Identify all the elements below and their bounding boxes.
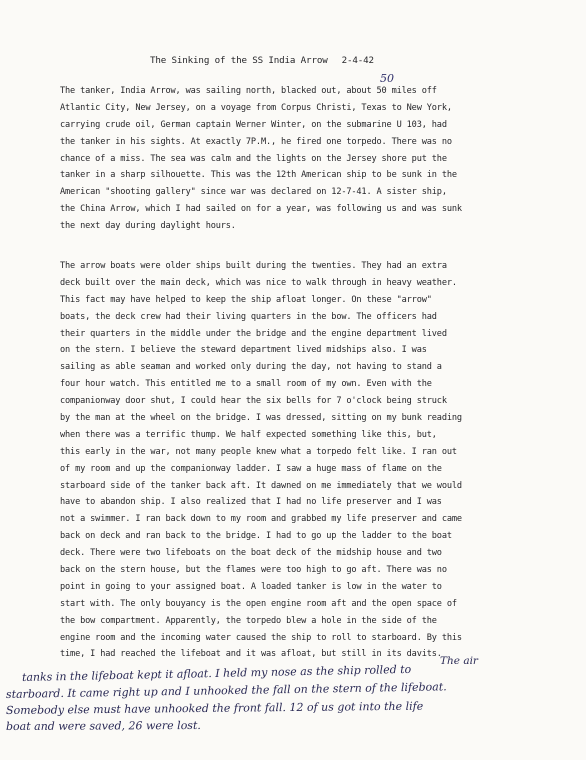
text-line: chance of a miss. The sea was calm and the lights on the Jersey shore put the bbox=[60, 153, 447, 164]
handwritten-line: Somebody else must have unhooked the front fall. 12 of us got into the life bbox=[5, 699, 424, 717]
text-line: carrying crude oil, German captain Werner Winter, on the submarine U 103, had bbox=[60, 119, 447, 130]
text-line: sailing as able seaman and worked only during the day, not having to stand a bbox=[60, 362, 442, 373]
handwritten-line: starboard. It came right up and I unhooked the fall on the stern of the lifeboat. bbox=[5, 680, 447, 701]
text-line: deck. There were two lifeboats on the boat deck of the midship house and two bbox=[60, 548, 442, 559]
paragraph-2 bbox=[60, 258, 540, 663]
text-line: starboard side of the tanker back aft. It dawned on me immediately that we would bbox=[60, 480, 462, 491]
text-line: deck built over the main deck, which was nice to walk through in heavy weather. bbox=[60, 277, 457, 288]
handwritten-correction-50: 50 bbox=[380, 72, 394, 85]
text-line: the next day during daylight hours. bbox=[60, 221, 236, 232]
text-line: American "shooting gallery" since war was declared on 12-7-41. A sister ship, bbox=[60, 187, 447, 198]
handwritten-line: The air bbox=[440, 655, 478, 667]
text-line: Atlantic City, New Jersey, on a voyage from Corpus Christi, Texas to New York, bbox=[60, 102, 452, 113]
document-title-line bbox=[150, 55, 374, 66]
text-line: by the man at the wheel on the bridge. I was dressed, sitting on my bunk reading bbox=[60, 413, 462, 424]
text-line: tanker in a sharp silhouette. This was the 12th American ship to be sunk in the bbox=[60, 170, 457, 181]
text-line: the tanker in his sights. At exactly 7P.M., he fired one torpedo. There was no bbox=[60, 136, 452, 147]
text-line: their quarters in the middle under the bridge and the engine department lived bbox=[60, 328, 447, 339]
text-line: this early in the war, not many people knew what a torpedo felt like. I ran out bbox=[60, 446, 457, 457]
handwritten-line: tanks in the lifeboat kept it afloat. I held my nose as the ship rolled to bbox=[21, 662, 412, 684]
text-line: the China Arrow, which I had sailed on for a year, was following us and was sunk bbox=[60, 204, 462, 215]
text-line: back on the stern house, but the flames were too high to go aft. There was no bbox=[60, 565, 447, 576]
text-line: engine room and the incoming water caused the ship to roll to starboard. By this bbox=[60, 632, 462, 643]
text-line: when there was a terrific thump. We half expected something like this, but, bbox=[60, 429, 437, 440]
text-line: not a swimmer. I ran back down to my room and grabbed my life preserver and came bbox=[60, 514, 462, 525]
text-line: This fact may have helped to keep the ship afloat longer. On these "arrow" bbox=[60, 294, 432, 305]
text-line: companionway door shut, I could hear the six bells for 7 o'clock being struck bbox=[60, 396, 447, 407]
text-line: boats, the deck crew had their living quarters in the bow. The officers had bbox=[60, 311, 437, 322]
text-line: The tanker, India Arrow, was sailing north, blacked out, about 50 miles off bbox=[60, 86, 437, 96]
text-line: time, I had reached the lifeboat and it was afloat, but still in its davits. bbox=[60, 649, 442, 660]
handwritten-line: boat and were saved, 26 were lost. bbox=[5, 718, 201, 733]
document-title: The Sinking of the SS India Arrow bbox=[150, 55, 328, 66]
text-line: The arrow boats were older ships built during the twenties. They had an extra bbox=[60, 261, 447, 271]
text-line: back on deck and ran back to the bridge. I had to go up the ladder to the boat bbox=[60, 531, 452, 542]
text-line: on the stern. I believe the steward department lived midships also. I was bbox=[60, 345, 427, 356]
text-line: have to abandon ship. I also realized that I had no life preserver and I was bbox=[60, 497, 442, 508]
document-date: 2-4-42 bbox=[341, 55, 374, 66]
paragraph-1 bbox=[60, 83, 540, 235]
text-line: point in going to your assigned boat. A loaded tanker is low in the water to bbox=[60, 581, 442, 592]
text-line: of my room and up the companionway ladder. I saw a huge mass of flame on the bbox=[60, 463, 442, 474]
text-line: four hour watch. This entitled me to a small room of my own. Even with the bbox=[60, 379, 432, 390]
text-line: the bow compartment. Apparently, the torpedo blew a hole in the side of the bbox=[60, 615, 437, 626]
text-line: start with. The only bouyancy is the open engine room aft and the open space of bbox=[60, 598, 457, 609]
